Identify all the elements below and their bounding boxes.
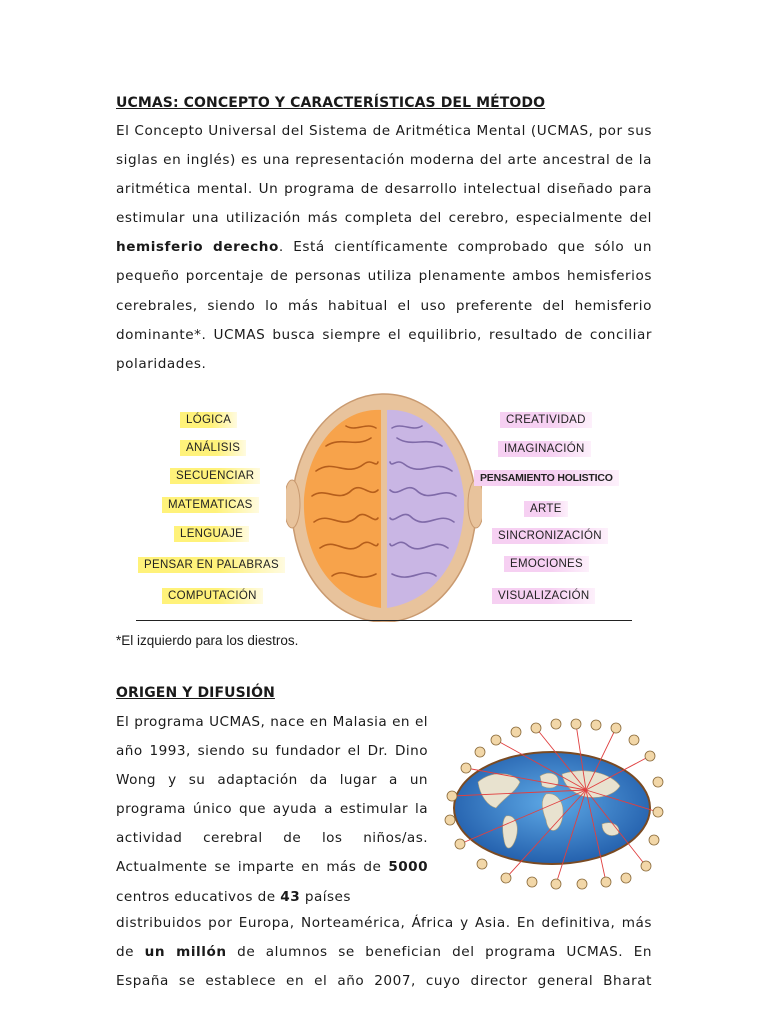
- label-computacion: COMPUTACIÓN: [162, 588, 263, 604]
- right-ear: [468, 480, 482, 528]
- origin-text-d: países: [300, 888, 351, 905]
- label-arte: ARTE: [524, 501, 568, 517]
- distribution-text-b: de alumnos se benefician del programa UCMAS. En España se establece en el año 2007, cuyo director general Bharat: [116, 944, 653, 990]
- label-pensar-en-palabras: PENSAR EN PALABRAS: [138, 557, 285, 573]
- label-emociones: EMOCIONES: [504, 556, 589, 572]
- origin-bold-5000: 5000: [388, 859, 428, 876]
- section-heading-origen: ORIGEN Y DIFUSIÓN: [116, 685, 275, 701]
- section-heading-ucmas: UCMAS: CONCEPTO Y CARACTERÍSTICAS DEL MÉTODO: [116, 95, 546, 111]
- label-imaginacion: IMAGINACIÓN: [498, 441, 591, 457]
- label-logica: LÓGICA: [180, 412, 237, 428]
- label-visualizacion: VISUALIZACIÓN: [492, 588, 595, 604]
- label-sincronizacion: SINCRONIZACIÓN: [492, 528, 608, 544]
- intro-paragraph: [116, 117, 652, 379]
- label-analisis: ANÁLISIS: [180, 440, 246, 456]
- origin-text-a: El programa UCMAS, nace en Malasia en el año 1993, siendo su fundador el Dr. Dino Wong y su adaptación da lugar a un programa único que ayuda a estimular la actividad cerebral de los niños/as. Actualmente se imparte en más de: [116, 714, 428, 876]
- origin-bold-43: 43: [280, 888, 301, 905]
- brain-illustration: [286, 386, 482, 622]
- intro-bold-hemisferio: hemisferio derecho: [116, 239, 279, 256]
- label-secuenciar: SECUENCIAR: [170, 468, 260, 484]
- world-network-image: [436, 716, 668, 892]
- brain-hemispheres-figure: [136, 386, 632, 622]
- label-creatividad: CREATIVIDAD: [500, 412, 592, 428]
- intro-text-b: . Está científicamente comprobado que sólo un pequeño porcentaje de personas utiliza plenamente ambos hemisferios cerebrales, siendo lo más habitual el uso preferente del hemisferio dominante*. UCMAS busca siempre el equilibrio, resultado de conciliar polaridades.: [116, 239, 653, 372]
- label-matematicas: MATEMATICAS: [162, 497, 259, 513]
- distribution-text-a: distribuidos por Europa, Norteamérica, África y Asia. En definitiva, más de: [116, 915, 652, 961]
- label-lenguaje: LENGUAJE: [174, 526, 249, 542]
- label-pensamiento-holistico: PENSAMIENTO HOLISTICO: [474, 470, 619, 486]
- intro-text-a: El Concepto Universal del Sistema de Aritmética Mental (UCMAS, por sus siglas en inglés) es una representación moderna del arte ancestral de la aritmética mental. Un programa de desarrollo intelectual diseñado para estimular una utilización más completa del cerebro, especialmente del: [116, 123, 652, 227]
- distribution-paragraph: [116, 909, 652, 996]
- figure-rule: [136, 620, 632, 621]
- footnote: *El izquierdo para los diestros.: [116, 633, 299, 648]
- distribution-bold-millon: un millón: [144, 944, 227, 961]
- origin-text-c: centros educativos de: [116, 888, 281, 905]
- left-ear: [286, 480, 300, 528]
- globe-illustration: [436, 716, 668, 892]
- origin-paragraph: [116, 708, 428, 912]
